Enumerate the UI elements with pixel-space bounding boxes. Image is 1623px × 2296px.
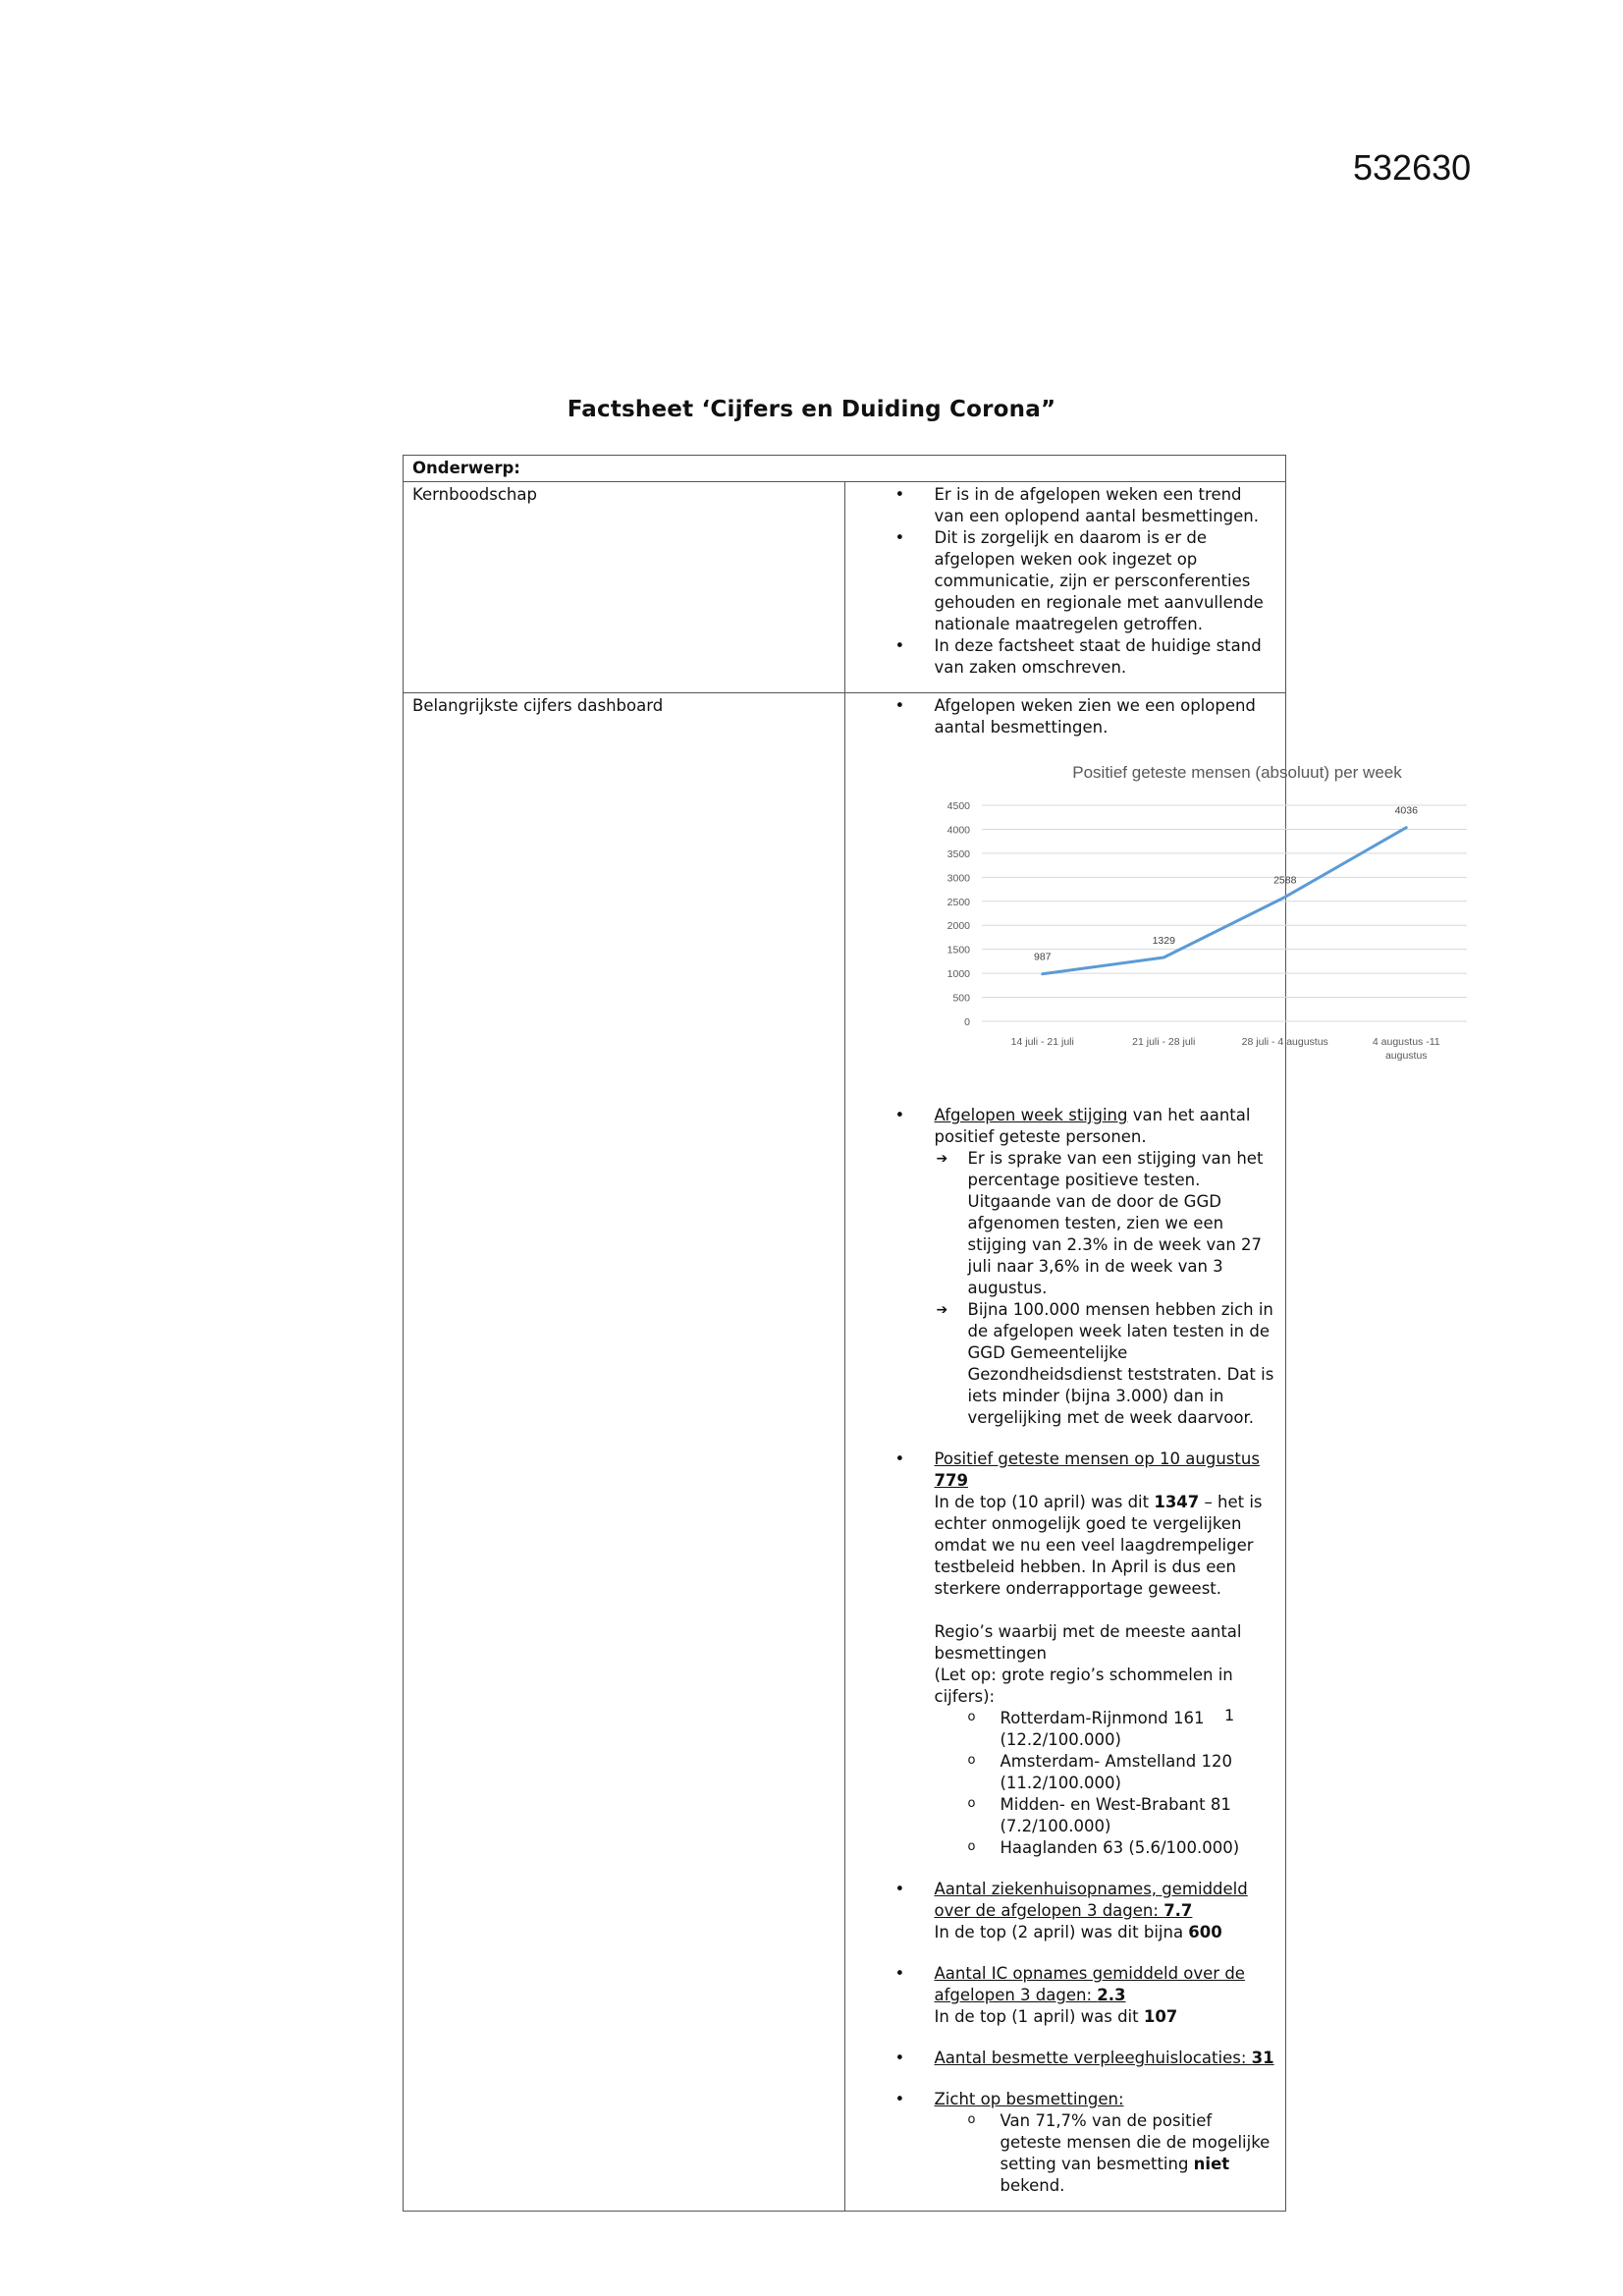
x-tick-label: 28 juli - 4 augustus bbox=[1241, 1036, 1328, 1048]
regio-item: o Amsterdam- Amstelland 120 (11.2/100.000) bbox=[968, 1751, 1277, 1794]
series-line bbox=[1042, 828, 1406, 974]
y-tick-label: 3500 bbox=[947, 847, 970, 860]
list-item bbox=[895, 695, 1440, 1087]
metric-value: 600 bbox=[1188, 1923, 1222, 1941]
arrow-item: ➔ Er is sprake van een stijging van het percentage positieve testen. Uitgaande van de door de GGD afgenomen testen, zien we een stijging van 2.3% in de week van 27 juli naar 3,6% in de week van 3 augustus. bbox=[935, 1148, 1277, 1299]
arrow-list bbox=[935, 1148, 1277, 1429]
metric-value: 2.3 bbox=[1097, 1986, 1126, 2004]
y-tick-label: 0 bbox=[963, 1016, 970, 1028]
row-cijfers bbox=[404, 693, 1286, 2212]
factsheet-table bbox=[403, 455, 1440, 2212]
regio-heading: Regio’s waarbij met de meeste aantal besmettingen bbox=[934, 1622, 1242, 1663]
y-tick-label: 2500 bbox=[947, 896, 970, 908]
y-tick-label: 3000 bbox=[947, 872, 970, 885]
zicht-list bbox=[935, 2110, 1277, 2197]
kernboodschap-list bbox=[854, 484, 1277, 690]
cijfers-list bbox=[854, 695, 1440, 2209]
list-item: • In deze factsheet staat de huidige stand van zaken omschreven. bbox=[895, 635, 1277, 679]
factsheet-title: Factsheet ‘Cijfers en Duiding Corona” bbox=[567, 397, 1056, 422]
metric-value: 107 bbox=[1143, 2007, 1178, 2026]
bullet-text: Afgelopen weken zien we een oplopend aantal besmettingen. bbox=[934, 696, 1256, 737]
bullet-heading: Afgelopen week stijging bbox=[934, 1106, 1128, 1124]
bullet-text: van het aantal positief geteste personen. bbox=[934, 1106, 1251, 1146]
chart-title: Positief geteste mensen (absoluut) per week bbox=[1071, 763, 1402, 782]
list-item: • Dit is zorgelijk en daarom is er de afgelopen weken ook ingezet op communicatie, zijn er persconferenties gehouden en regionale met aanvullende nationale maatregelen getroffen. bbox=[895, 527, 1277, 635]
spacer bbox=[935, 1600, 1277, 1621]
metric-value: 31 bbox=[1251, 2049, 1274, 2067]
emphasis: niet bbox=[1193, 2155, 1230, 2173]
metric-value: 779 bbox=[934, 1471, 968, 1490]
bullet-text: Van 71,7% van de positief geteste mensen die de mogelijke setting van besmetting bbox=[1000, 2111, 1271, 2173]
data-label: 4036 bbox=[1394, 804, 1418, 817]
data-label: 2588 bbox=[1272, 874, 1296, 887]
x-tick-label: 4 augustus -11 bbox=[1372, 1036, 1440, 1048]
data-label: 987 bbox=[1033, 951, 1052, 963]
x-tick-label: 14 juli - 21 juli bbox=[1010, 1036, 1074, 1048]
row-content-cijfers bbox=[844, 693, 1440, 2212]
table-header-row bbox=[404, 456, 1286, 482]
bullet-heading: Zicht op besmettingen: bbox=[934, 2090, 1124, 2108]
regio-note: (Let op: grote regio’s schommelen in cijfers): bbox=[934, 1666, 1233, 1706]
regio-item: o Midden- en West-Brabant 81 (7.2/100.000) bbox=[968, 1794, 1277, 1837]
arrow-item: ➔ Bijna 100.000 mensen hebben zich in de afgelopen week laten testen in de GGD Gemeentelijke Gezondheidsdienst teststraten. Dat is iets minder (bijna 3.000) dan in vergelijking met de week daarvoor. bbox=[935, 1299, 1277, 1429]
x-tick-label: 21 juli - 28 juli bbox=[1131, 1036, 1195, 1048]
regio-list bbox=[935, 1708, 1277, 1859]
row-content-kernboodschap bbox=[844, 482, 1286, 693]
y-tick-label: 4000 bbox=[947, 824, 970, 837]
document-id: 532630 bbox=[1353, 147, 1472, 188]
bullet-heading: Aantal besmette verpleeghuislocaties: bbox=[934, 2049, 1252, 2067]
list-item bbox=[895, 1963, 1277, 2028]
chart-container bbox=[927, 758, 1528, 1087]
y-tick-label: 2000 bbox=[947, 920, 970, 933]
table-header: Onderwerp: bbox=[404, 456, 1286, 482]
bullet-text: bekend. bbox=[1000, 2176, 1065, 2195]
regio-item: o Rotterdam-Rijnmond 161 (12.2/100.000) bbox=[968, 1708, 1277, 1751]
row-label-kernboodschap: Kernboodschap bbox=[404, 482, 845, 693]
metric-value: 7.7 bbox=[1163, 1901, 1193, 1920]
bullet-text: In de top (10 april) was dit bbox=[934, 1493, 1155, 1511]
page-number: 1 bbox=[1224, 1706, 1235, 1724]
bullet-text: In de top (1 april) was dit bbox=[934, 2007, 1144, 2026]
list-item bbox=[895, 1105, 1277, 1429]
metric-value: 1347 bbox=[1154, 1493, 1200, 1511]
y-tick-label: 500 bbox=[951, 992, 970, 1005]
y-tick-label: 1000 bbox=[947, 968, 970, 981]
y-tick-label: 4500 bbox=[947, 800, 970, 812]
row-label-cijfers: Belangrijkste cijfers dashboard bbox=[404, 693, 845, 2212]
y-tick-label: 1500 bbox=[947, 944, 970, 957]
list-item bbox=[895, 2048, 1277, 2069]
regio-item: o Haaglanden 63 (5.6/100.000) bbox=[968, 1837, 1277, 1859]
data-label: 1329 bbox=[1152, 935, 1175, 948]
bullet-heading: Aantal IC opnames gemiddeld over de afgelopen 3 dagen: bbox=[934, 1964, 1245, 2004]
list-item: • Er is in de afgelopen weken een trend van een oplopend aantal besmettingen. bbox=[895, 484, 1277, 527]
line-chart bbox=[927, 758, 1528, 1087]
list-item bbox=[895, 2089, 1277, 2209]
list-item bbox=[895, 1449, 1277, 1859]
bullet-heading: Positief geteste mensen op 10 augustus bbox=[934, 1449, 1260, 1468]
list-item bbox=[895, 1879, 1277, 1943]
zicht-item bbox=[968, 2110, 1277, 2197]
bullet-text: In de top (2 april) was dit bijna bbox=[934, 1923, 1189, 1941]
x-tick-label: augustus bbox=[1384, 1050, 1428, 1062]
bullet-heading: Aantal ziekenhuisopnames, gemiddeld over de afgelopen 3 dagen: bbox=[934, 1880, 1248, 1920]
row-kernboodschap bbox=[404, 482, 1286, 693]
bullet-text: – het is echter onmogelijk goed te vergelijken omdat we nu een veel laagdrempeliger testbeleid hebben. In April is dus een sterkere onderrapportage geweest. bbox=[934, 1493, 1263, 1598]
